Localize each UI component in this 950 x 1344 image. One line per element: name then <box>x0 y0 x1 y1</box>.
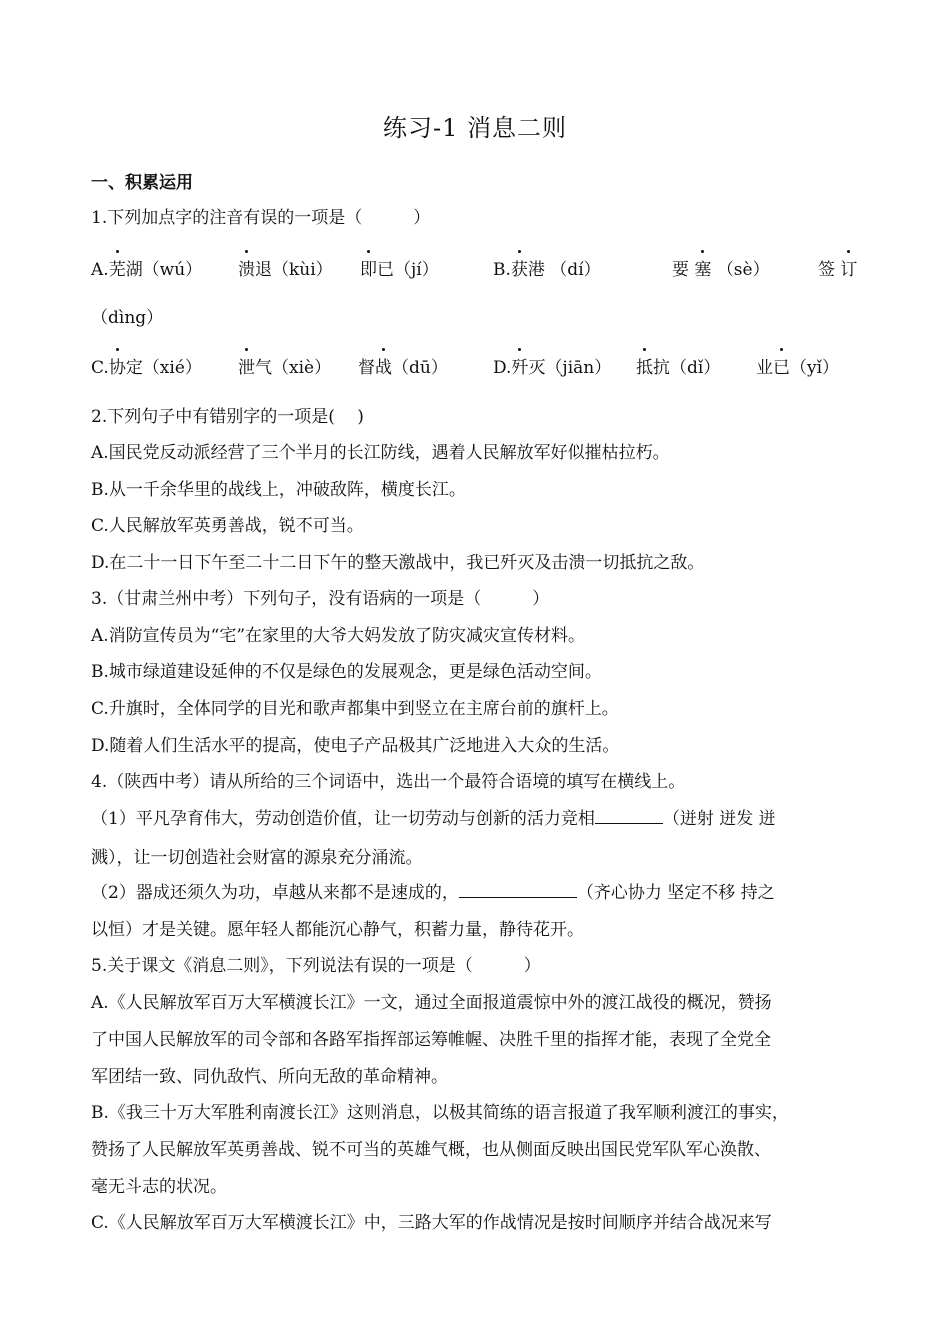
q2-option-d: D.在二十一日下午至二十二日下午的整天激战中，我已歼灭及击溃一切抵抗之敌。 <box>91 553 705 573</box>
q1-option-b-2: 要 塞 （sè） <box>672 255 770 280</box>
q2-stem: 2.下列句子中有错别字的一项是( ) <box>91 407 364 427</box>
emphasis-dot-char: 芜 <box>109 255 126 280</box>
emphasis-dot-char: 溃 <box>238 255 255 280</box>
q5-stem: 5.关于课文《消息二则》，下列说法有误的一项是（ ） <box>91 956 541 976</box>
q5-option-a-line3: 军团结一致、同仇敌忾、所向无敌的革命精神。 <box>91 1067 448 1087</box>
q1-option-c-3: 督战（dū） <box>358 353 448 378</box>
q1-option-d-3: 业已（yǐ） <box>756 353 839 378</box>
q4-part1-line1: （1）平凡孕育伟大，劳动创造价值，让一切劳动与创新的活力竞相 （迸射 迸发 迸 <box>91 804 776 829</box>
answer-blank[interactable] <box>595 806 663 824</box>
q5-option-a-line2: 了中国人民解放军的司令部和各路军指挥部运筹帷幄、决胜千里的指挥才能，表现了全党全 <box>91 1030 771 1050</box>
q5-option-b-line1: B.《我三十万大军胜利南渡长江》这则消息，以极其简练的语言报道了我军顺利渡江的事实， <box>91 1103 789 1123</box>
section-heading: 一、积累运用 <box>91 173 193 193</box>
q3-option-a: A.消防宣传员为“宅”在家里的大爷大妈发放了防灾减灾宣传材料。 <box>91 626 586 646</box>
emphasis-dot-char: 泄 <box>238 353 255 378</box>
q4-part2-line2: 以恒）才是关键。愿年轻人都能沉心静气，积蓄力量，静待花开。 <box>91 920 584 940</box>
q4-stem: 4.（陕西中考）请从所给的三个词语中，选出一个最符合语境的填写在横线上。 <box>91 772 686 792</box>
q1-option-d-2: 抵抗（dǐ） <box>636 353 720 378</box>
q4-part1-line2: 溅），让一切创造社会财富的源泉充分涌流。 <box>91 848 423 868</box>
answer-blank[interactable] <box>459 880 577 898</box>
q1-option-b-1: B.获港 （dí） <box>493 255 601 280</box>
q2-option-a: A.国民党反动派经营了三个半月的长江防线，遇着人民解放军好似摧枯拉朽。 <box>91 443 670 463</box>
q3-option-c: C.升旗时，全体同学的目光和歌声都集中到竖立在主席台前的旗杆上。 <box>91 699 619 719</box>
emphasis-dot-char: 战 <box>375 353 392 378</box>
q1-option-a-3: 即已（jí） <box>360 255 439 280</box>
q3-stem: 3.（甘肃兰州中考）下列句子，没有语病的一项是（ ） <box>91 589 550 609</box>
emphasis-dot-char: 即 <box>360 255 377 280</box>
q1-option-a-2: 溃退（kùi） <box>238 255 333 280</box>
page-title: 练习-1 消息二则 <box>382 114 567 142</box>
q5-option-b-line2: 赞扬了人民解放军英勇善战、锐不可当的英雄气概，也从侧面反映出国民党军队军心涣散、 <box>91 1140 771 1160</box>
q5-option-c-line1: C.《人民解放军百万大军横渡长江》中，三路大军的作战情况是按时间顺序并结合战况来写 <box>91 1213 772 1233</box>
q1-option-a-1: A.芜湖（wú） <box>91 255 202 280</box>
q1-option-b-3: 签 订 <box>818 255 857 280</box>
q5-option-b-line3: 毫无斗志的状况。 <box>91 1177 227 1197</box>
q1-stem: 1.下列加点字的注音有误的一项是（ ） <box>91 208 431 228</box>
emphasis-dot-char: 歼 <box>511 353 528 378</box>
emphasis-dot-char: 塞 <box>694 255 711 280</box>
q1-option-c-1: C.协定（xié） <box>91 353 202 378</box>
q1-option-d-1: D.歼灭（jiān） <box>493 353 611 378</box>
q4-part2-line1: （2）器成还须久为功，卓越从来都不是速成的， （齐心协力 坚定不移 持之 <box>91 878 775 903</box>
q1-option-c-2: 泄气（xiè） <box>238 353 331 378</box>
emphasis-dot-char: 订 <box>840 255 857 280</box>
emphasis-dot-char: 已 <box>773 353 790 378</box>
emphasis-dot-char: 抵 <box>636 353 653 378</box>
q2-option-b: B.从一千余华里的战线上，冲破敌阵，横度长江。 <box>91 480 466 500</box>
q5-option-a-line1: A.《人民解放军百万大军横渡长江》一文，通过全面报道震惊中外的渡江战役的概况，赞扬 <box>91 993 772 1013</box>
q3-option-d: D.随着人们生活水平的提高，使电子产品极其广泛地进入大众的生活。 <box>91 736 620 756</box>
emphasis-dot-char: 协 <box>109 353 126 378</box>
q1-option-b-3-cont: （dìng） <box>91 308 164 328</box>
q2-option-c: C.人民解放军英勇善战，锐不可当。 <box>91 516 364 536</box>
q3-option-b: B.城市绿道建设延伸的不仅是绿色的发展观念，更是绿色活动空间。 <box>91 662 602 682</box>
emphasis-dot-char: 获 <box>511 255 528 280</box>
